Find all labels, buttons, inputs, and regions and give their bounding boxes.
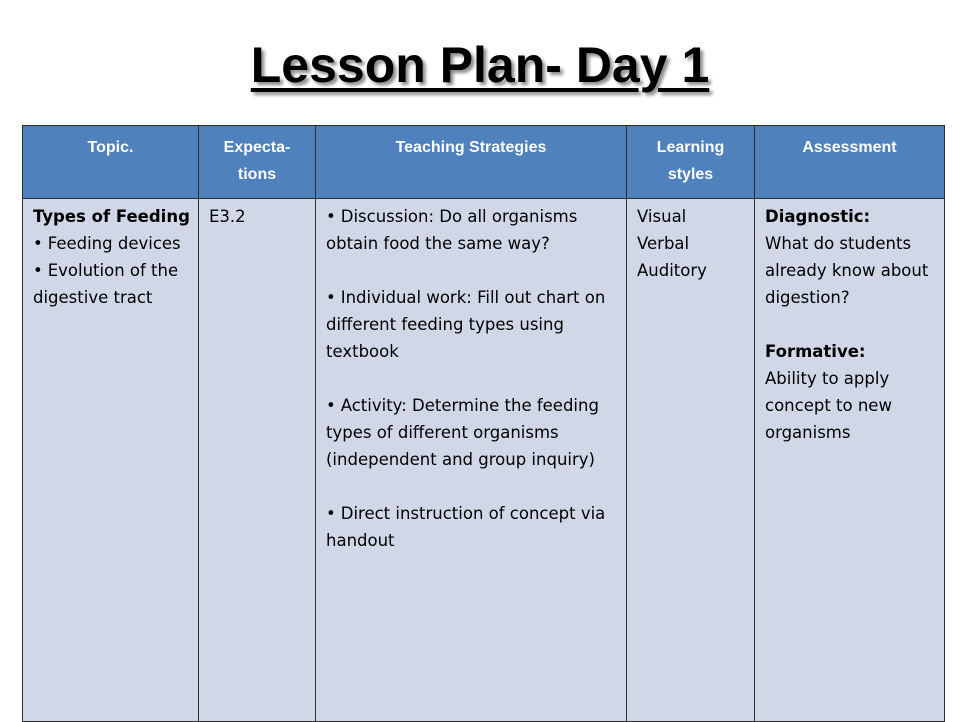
topic-bullet: • Evolution of the digestive tract [33,257,190,311]
header-expectations [199,126,316,199]
header-topic: Topic. [23,126,199,199]
table-header-row [23,126,945,199]
strategy-item: • Direct instruction of concept via handout [326,500,618,554]
header-expectations-label: Expecta-tions [223,139,291,183]
diagnostic-text: What do students already know about digestion? [765,234,929,307]
learning-style: Visual [637,207,687,226]
header-learning-styles-label: Learning styles [656,139,725,183]
strategy-item: • Activity: Determine the feeding types of different organisms (independent and group inquiry) [326,392,618,473]
topic-title: Types of Feeding [33,207,190,226]
header-learning-styles [627,126,755,199]
learning-style: Verbal [637,234,690,253]
learning-style: Auditory [637,261,707,280]
lesson-plan-table [22,125,945,722]
strategy-item: • Discussion: Do all organisms obtain food the same way? [326,203,618,257]
cell-expectation [199,199,316,722]
topic-bullet: • Feeding devices [33,230,190,257]
formative-label: Formative: [765,342,866,361]
slide-title: Lesson Plan- Day 1 [250,37,710,93]
header-assessment: Assessment [755,126,945,199]
strategy-item: • Individual work: Fill out chart on different feeding types using textbook [326,284,618,365]
formative-text: Ability to apply concept to new organisms [765,369,892,442]
cell-assessment [755,199,945,722]
cell-learning-styles [627,199,755,722]
header-teaching-strategies: Teaching Strategies [316,126,627,199]
diagnostic-label: Diagnostic: [765,207,871,226]
expectation-code: E3.2 [209,207,246,226]
cell-topic [23,199,199,722]
table-row [23,199,945,722]
cell-strategies [316,199,627,722]
